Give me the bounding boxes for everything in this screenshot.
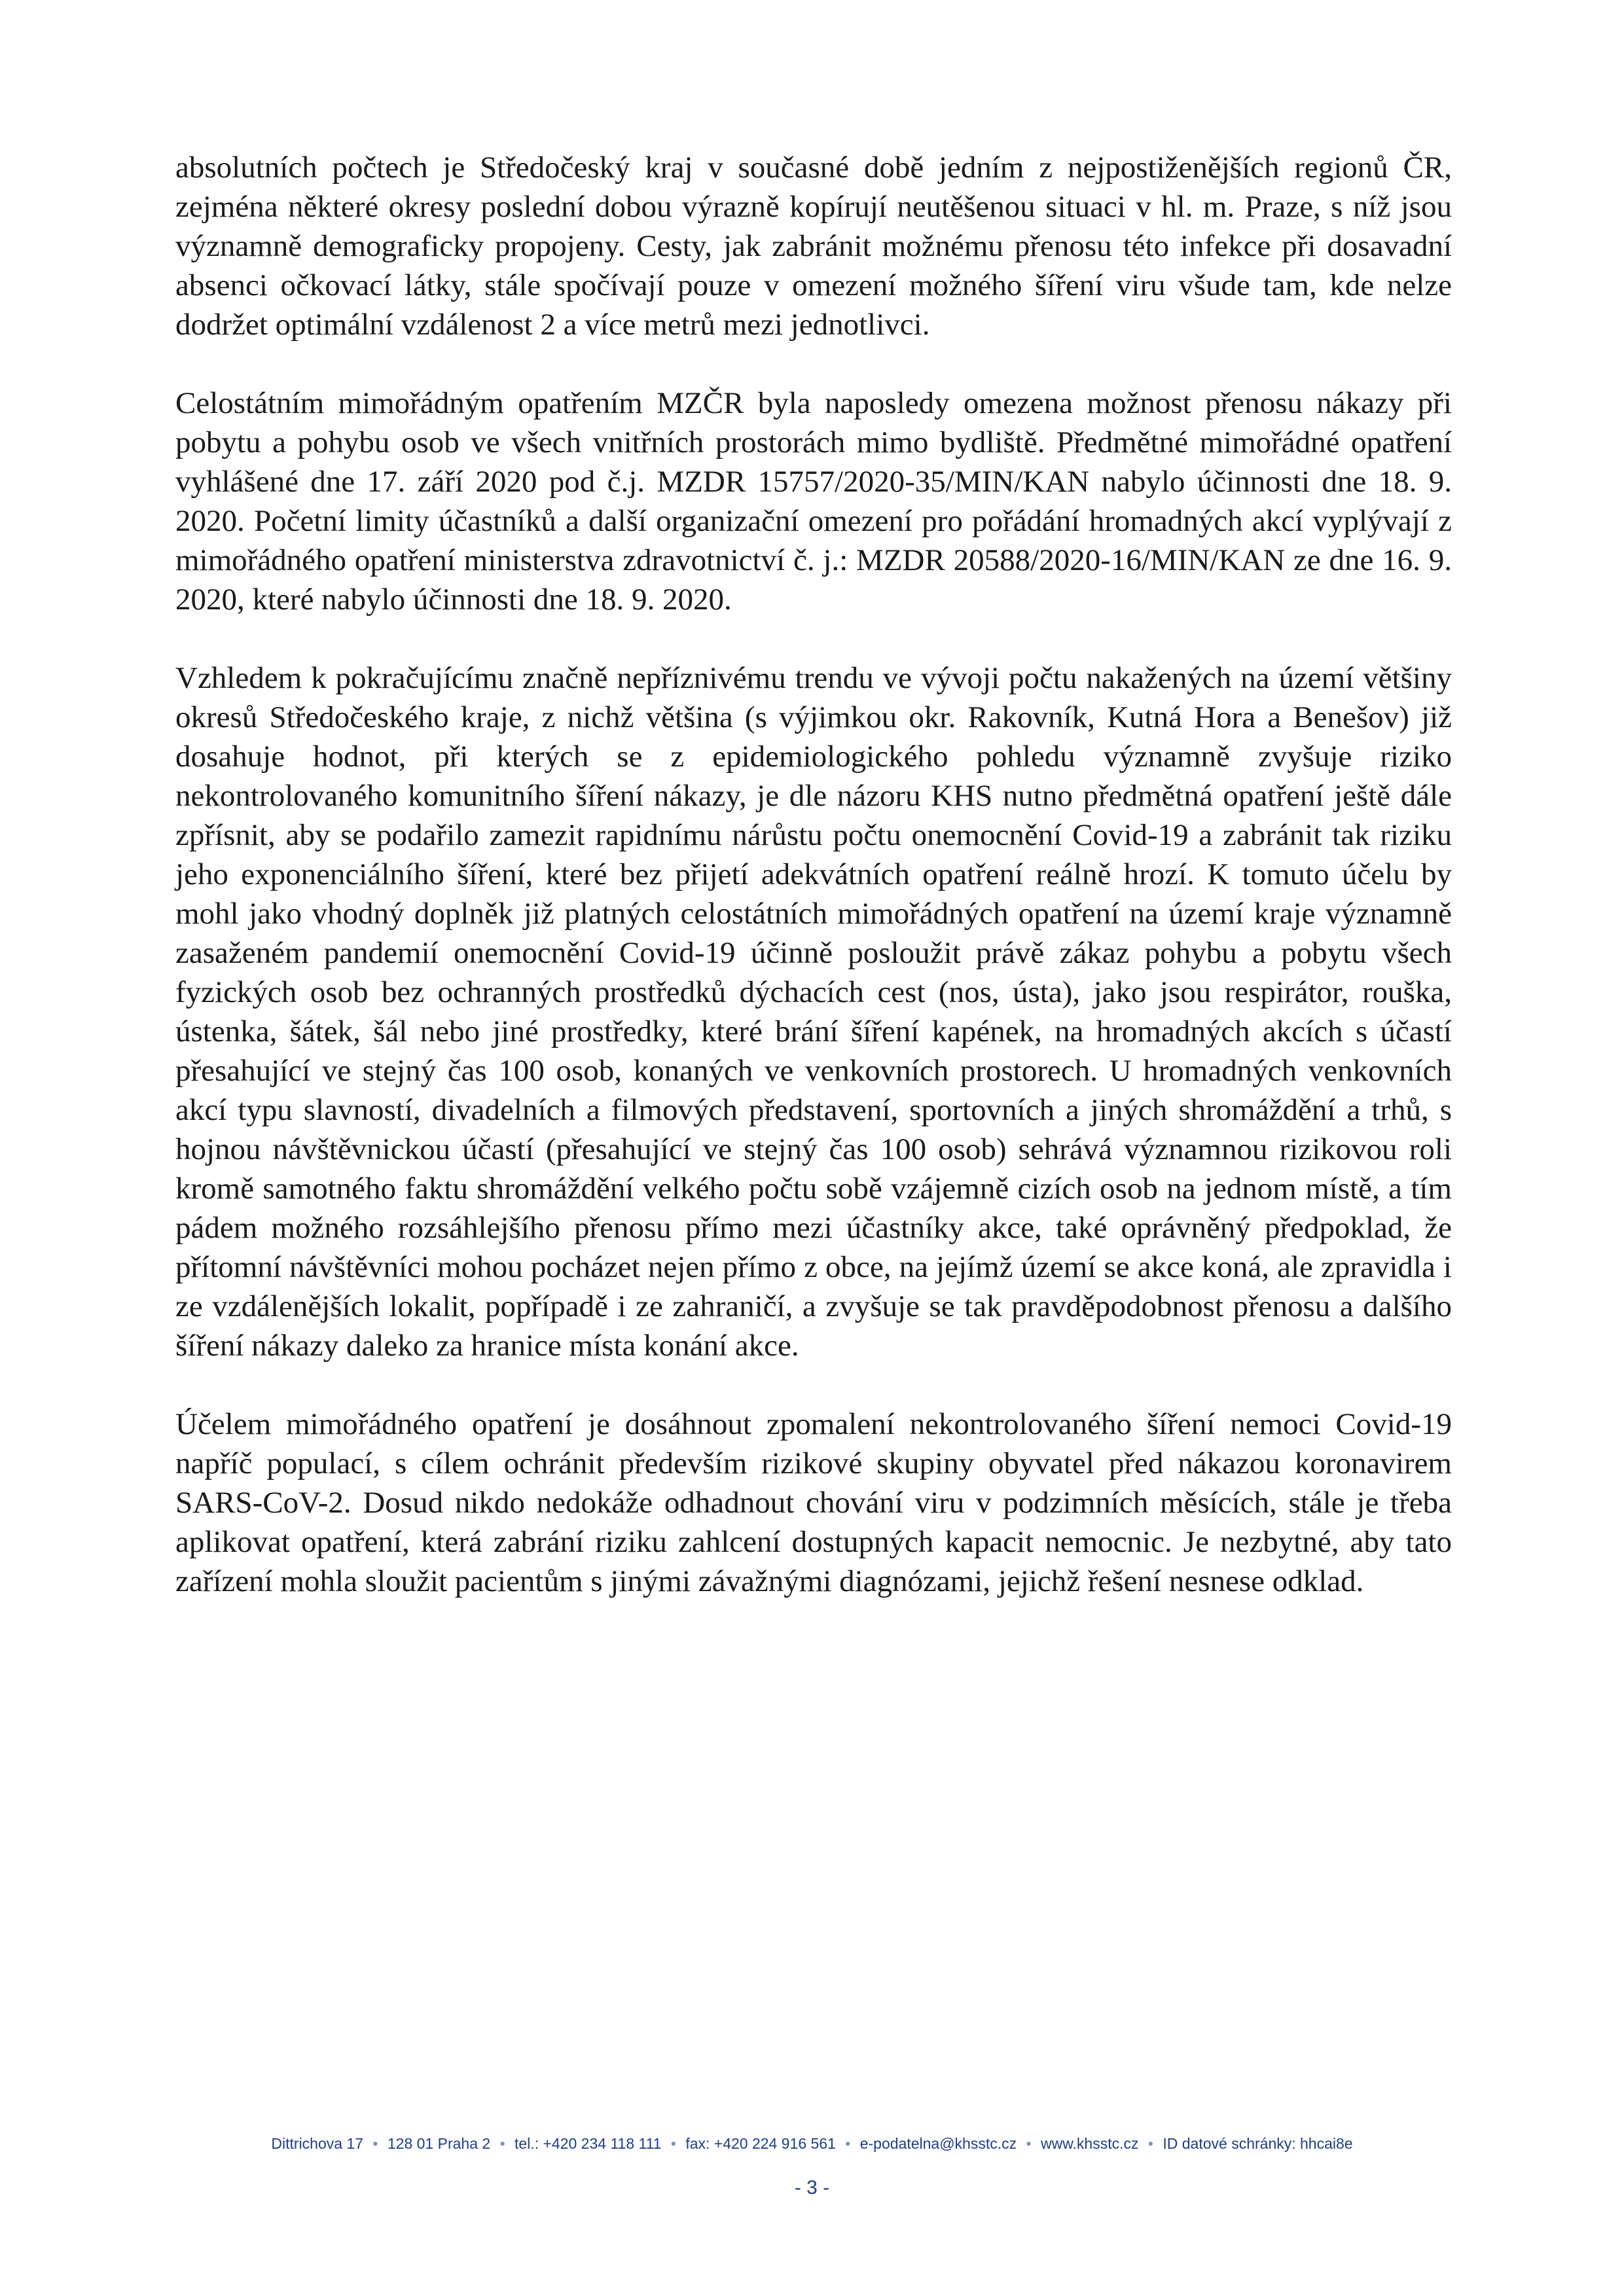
page-footer <box>0 2135 1624 2153</box>
footer-address: Dittrichova 17 <box>271 2135 364 2152</box>
paragraph-4: Účelem mimořádného opatření je dosáhnout zpomalení nekontrolovaného šíření nemoci Covid-19 napříč populací, s cílem ochránit především rizikové skupiny obyvatel před nákazou koronavirem SARS-CoV-2. Dosud nikdo nedokáže odhadnout chování viru v podzimních měsících, stále je třeba aplikovat opatření, která zabrání riziku zahlcení dostupných kapacit nemocnic. Je nezbytné, aby tato zařízení mohla sloužit pacientům s jinými závažnými diagnózami, jejichž řešení nesnese odklad. <box>175 1407 1452 1598</box>
footer-data-box: ID datové schránky: hhcai8e <box>1163 2135 1353 2152</box>
footer-phone: tel.: +420 234 118 111 <box>514 2135 662 2152</box>
footer-email-link[interactable]: e-podatelna@khsstc.cz <box>859 2135 1017 2152</box>
footer-postal: 128 01 Praha 2 <box>387 2135 491 2152</box>
document-body <box>175 148 1452 1601</box>
paragraph-3: Vzhledem k pokračujícímu značně nepříznivému trendu ve vývoji počtu nakažených na území většiny okresů Středočeského kraje, z nichž většina (s výjimkou okr. Rakovník, Kutná Hora a Benešov) již dosahuje hodnot, při kterých se z epidemiologického pohledu významně zvyšuje riziko nekontrolovaného komunitního šíření nákazy, je dle názoru KHS nutno předmětná opatření ještě dále zpřísnit, aby se podařilo zamezit rapidnímu nárůstu počtu onemocnění Covid-19 a zabránit tak riziku jeho exponenciálního šíření, které bez přijetí adekvátních opatření reálně hrozí. K tomuto účelu by mohl jako vhodný doplněk již platných celostátních mimořádných opatření na území kraje významně zasaženém pandemií onemocnění Covid-19 účinně posloužit právě zákaz pohybu a pobytu všech fyzických osob bez ochranných prostředků dýchacích cest (nos, ústa), jako jsou respirátor, rouška, ústenka, šátek, šál nebo jiné prostředky, které brání šíření kapének, na hromadných akcích s účastí přesahující ve stejný čas 100 osob, konaných ve venkovních prostorech. U hromadných venkovních akcí typu slavností, divadelních a filmových představení, sportovních a jiných shromáždění a trhů, s hojnou návštěvnickou účastí (přesahující ve stejný čas 100 osob) sehrává významnou rizikovou roli kromě samotného faktu shromáždění velkého počtu sobě vzájemně cizích osob na jednom místě, a tím pádem možného rozsáhlejšího přenosu přímo mezi účastníky akce, také oprávněný předpoklad, že přítomní návštěvníci mohou pocházet nejen přímo z obce, na jejímž území se akce koná, ale zpravidla i ze vzdálenějších lokalit, popřípadě i ze zahraničí, a zvyšuje se tak pravděpodobnost přenosu a dalšího šíření nákazy daleko za hranice místa konání akce. <box>175 661 1452 1363</box>
page-number: - 3 - <box>794 2177 830 2198</box>
footer-web-link[interactable]: www.khsstc.cz <box>1040 2135 1139 2152</box>
footer-separator: • <box>1147 2135 1153 2152</box>
footer-separator: • <box>1026 2135 1032 2152</box>
footer-separator: • <box>372 2135 378 2152</box>
footer-separator: • <box>845 2135 851 2152</box>
footer-separator: • <box>670 2135 676 2152</box>
footer-fax: fax: +420 224 916 561 <box>685 2135 836 2152</box>
footer-separator: • <box>499 2135 505 2152</box>
paragraph-2: Celostátním mimořádným opatřením MZČR byla naposledy omezena možnost přenosu nákazy při pobytu a pohybu osob ve všech vnitřních prostorách mimo bydliště. Předmětné mimořádné opatření vyhlášené dne 17. září 2020 pod č.j. MZDR 15757/2020-35/MIN/KAN nabylo účinnosti dne 18. 9. 2020. Početní limity účastníků a další organizační omezení pro pořádání hromadných akcí vyplývají z mimořádného opatření ministerstva zdravotnictví č. j.: MZDR 20588/2020-16/MIN/KAN ze dne 16. 9. 2020, které nabylo účinnosti dne 18. 9. 2020. <box>175 386 1452 617</box>
paragraph-1: absolutních počtech je Středočeský kraj v současné době jedním z nejpostiženějších regionů ČR, zejména některé okresy poslední dobou výrazně kopírují neutěšenou situaci v hl. m. Praze, s níž jsou významně demograficky propojeny. Cesty, jak zabránit možnému přenosu této infekce při dosavadní absenci očkovací látky, stále spočívají pouze v omezení možného šíření viru všude tam, kde nelze dodržet optimální vzdálenost 2 a více metrů mezi jednotlivci. <box>175 151 1452 342</box>
